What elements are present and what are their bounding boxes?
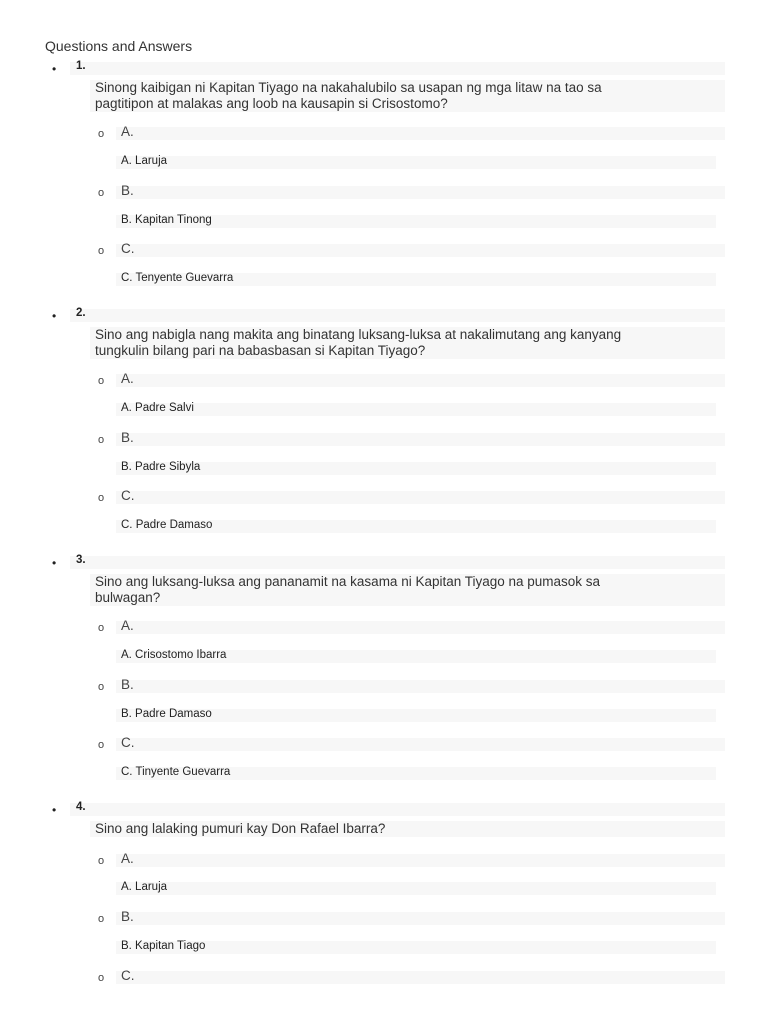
answer-text: C. Padre Damaso [121, 519, 213, 531]
option-c-row [116, 735, 725, 751]
bullet-icon: • [52, 556, 57, 570]
question-number-row [70, 803, 725, 816]
answer-a-row [116, 650, 716, 663]
question-number-row [70, 62, 725, 75]
answer-text: C. Tinyente Guevarra [121, 766, 231, 778]
answer-a-row [116, 882, 716, 895]
question-number: 1. [76, 60, 86, 72]
circle-bullet-icon: o [98, 375, 105, 387]
option-letter: B. [121, 430, 134, 445]
option-letter: A. [121, 371, 134, 386]
question-text-row [90, 80, 725, 112]
option-letter: C. [121, 241, 135, 256]
answer-text: B. Kapitan Tiago [121, 940, 206, 952]
answer-text: A. Laruja [121, 155, 168, 167]
answer-b-row [116, 941, 716, 954]
option-letter: B. [121, 183, 134, 198]
question-text-row [90, 327, 725, 359]
answer-text: A. Laruja [121, 881, 168, 893]
option-b-row [116, 183, 725, 199]
question-text: Sinong kaibigan ni Kapitan Tiyago na nakahalubilo sa usapan ng mga litaw na tao sa pagtitipon at malakas ang loob na kausapin si Crisostomo? [95, 80, 602, 111]
circle-bullet-icon: o [98, 622, 105, 634]
question-text-row [90, 821, 725, 837]
option-c-row [116, 241, 725, 257]
answer-b-row [116, 709, 716, 722]
question-number-row [70, 309, 725, 322]
answer-text: B. Padre Sibyla [121, 461, 201, 473]
circle-bullet-icon: o [98, 913, 105, 925]
answer-c-row [116, 767, 716, 780]
answer-text: A. Padre Salvi [121, 402, 194, 414]
option-letter: B. [121, 909, 134, 924]
option-letter: A. [121, 851, 134, 866]
question-text-row [90, 574, 725, 606]
answer-a-row [116, 156, 716, 169]
option-b-row [116, 677, 725, 693]
answer-b-row [116, 462, 716, 475]
option-letter: C. [121, 735, 135, 750]
option-a-row [116, 371, 725, 387]
option-b-row [116, 909, 725, 925]
answer-text: A. Crisostomo Ibarra [121, 649, 227, 661]
circle-bullet-icon: o [98, 187, 105, 199]
question-text: Sino ang nabigla nang makita ang binatang luksang-luksa at nakalimutang ang kanyang tungkulin bilang pari na babasbasan si Kapitan Tiyago? [95, 327, 622, 358]
option-c-row [116, 968, 725, 984]
answer-c-row [116, 273, 716, 286]
circle-bullet-icon: o [98, 245, 105, 257]
circle-bullet-icon: o [98, 681, 105, 693]
option-letter: B. [121, 677, 134, 692]
option-letter: C. [121, 488, 135, 503]
circle-bullet-icon: o [98, 434, 105, 446]
circle-bullet-icon: o [98, 855, 105, 867]
question-text: Sino ang lalaking pumuri kay Don Rafael Ibarra? [95, 821, 386, 836]
question-text: Sino ang luksang-luksa ang pananamit na kasama ni Kapitan Tiyago na pumasok sa bulwagan? [95, 574, 601, 605]
question-number-row [70, 556, 725, 569]
answer-text: C. Tenyente Guevarra [121, 272, 234, 284]
option-a-row [116, 124, 725, 140]
answer-text: B. Kapitan Tinong [121, 214, 212, 226]
circle-bullet-icon: o [98, 128, 105, 140]
answer-text: B. Padre Damaso [121, 708, 212, 720]
option-c-row [116, 488, 725, 504]
option-b-row [116, 430, 725, 446]
option-letter: A. [121, 618, 134, 633]
answer-b-row [116, 215, 716, 228]
circle-bullet-icon: o [98, 739, 105, 751]
question-number: 4. [76, 801, 86, 813]
answer-a-row [116, 403, 716, 416]
answer-c-row [116, 520, 716, 533]
circle-bullet-icon: o [98, 972, 105, 984]
circle-bullet-icon: o [98, 492, 105, 504]
option-a-row [116, 618, 725, 634]
question-number: 3. [76, 554, 86, 566]
bullet-icon: • [52, 309, 57, 323]
bullet-icon: • [52, 803, 57, 817]
option-letter: A. [121, 124, 134, 139]
bullet-icon: • [52, 62, 57, 76]
page-title: Questions and Answers [45, 38, 193, 54]
question-number: 2. [76, 307, 86, 319]
option-a-row [116, 851, 725, 867]
option-letter: C. [121, 968, 135, 983]
